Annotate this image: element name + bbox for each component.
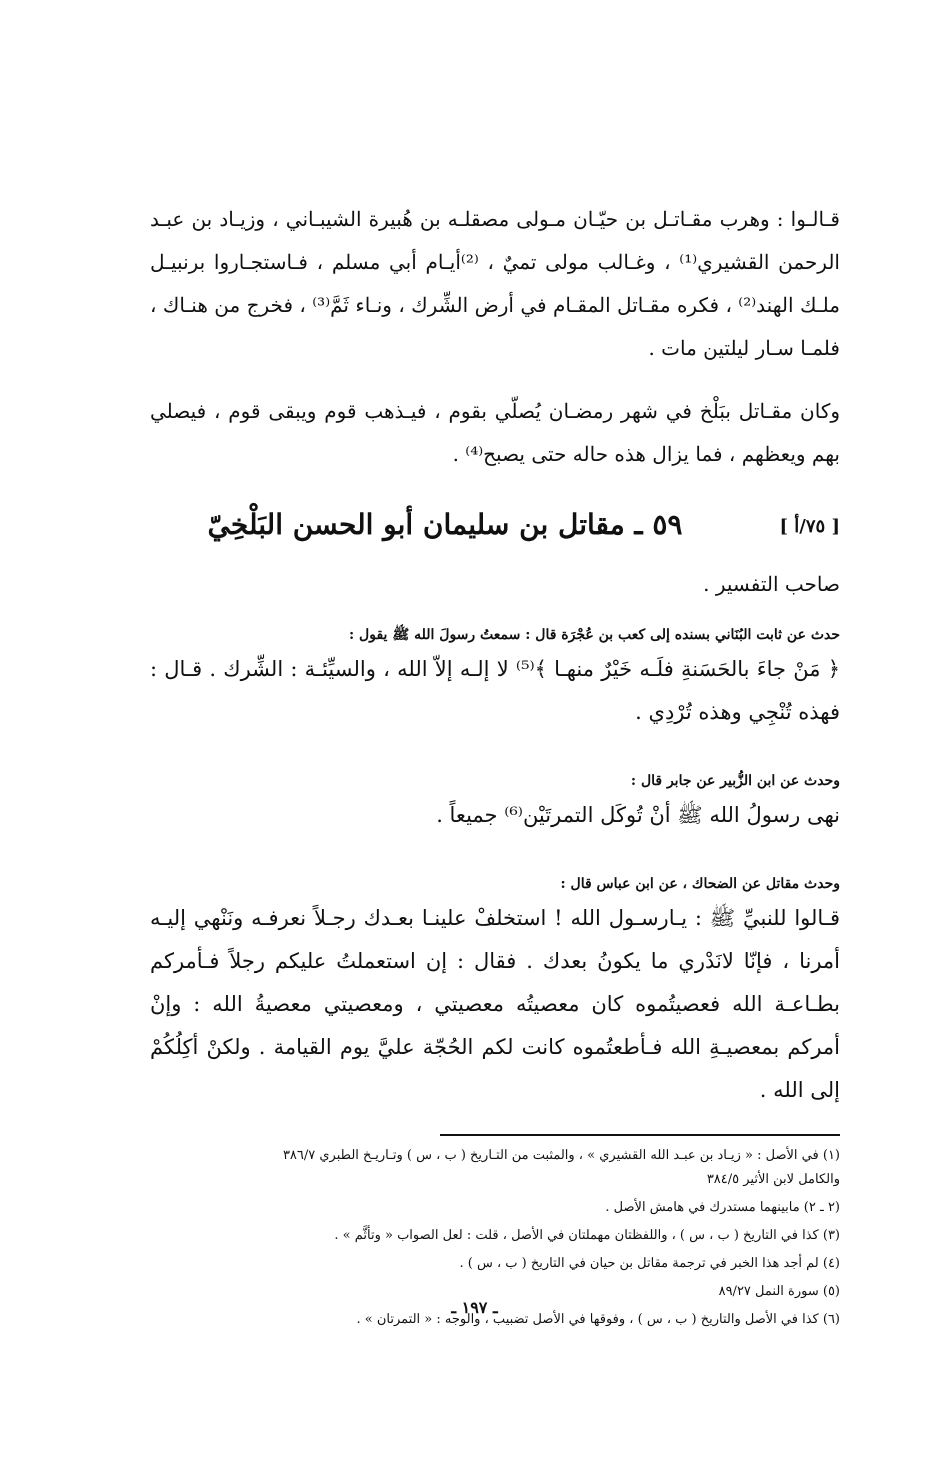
- page-body: [150, 198, 840, 1338]
- page-number: ـ ١٩٧ ـ: [451, 1298, 498, 1317]
- footnote: (٥) سورة النمل ٨٩/٢٧: [718, 1284, 840, 1299]
- footnote-continuation: والكامل لابن الأثير ٣٨٤/٥: [706, 1172, 840, 1187]
- hadith-isnad: وحدث مقاتل عن الضحاك ، عن ابن عباس قال :: [560, 876, 840, 892]
- hadith-text: ﴿ مَنْ جاءَ بالحَسَنةِ فلَـه خَيْرٌ منهـا ﴾⁽⁵⁾ لا إلـه إلاّ الله ، والسيِّئـة : الشِّرك . قـال : فهذه تُنْجِي وهذه تُرْدِي .: [150, 657, 840, 724]
- footnote: (٢ ـ ٢) مابينهما مستدرك في هامش الأصل .: [605, 1200, 840, 1215]
- hadith-isnad: حدث عن ثابت البُنَاني بسنده إلى كعب بن عُجْرَة قال : سمعتُ رسولَ الله ﷺ يقول :: [349, 627, 840, 643]
- entry-heading: [150, 508, 840, 552]
- footnote-separator: [440, 1134, 840, 1136]
- footnote: (٣) كذا في التاريخ ( ب ، س ) ، واللفظتان مهملتان في الأصل ، قلت : لعل الصواب « وتأثَّم » .: [334, 1228, 840, 1243]
- footnote-separator-wrap: [150, 1112, 840, 1136]
- entry-subtitle: صاحب التفسير .: [703, 572, 840, 596]
- hadith-isnad: وحدث عن ابن الزُّبير عن جابر قال :: [630, 773, 840, 789]
- paragraph-narration: قـالـوا : وهرب مقـاتـل بن حيّـان مـولى مصقلـه بن هُبيرة الشيبـاني ، وزيـاد بن عبـد الرحمن القشيري⁽¹⁾ ، وغـالب مولى تميٌ ، ⁽²⁾أيـام أبي مسلم ، فـاستجـاروا برنبيـل ملـك الهند⁽²⁾ ، فكره مقـاتل المقـام في أرض الشِّرك ، ونـاء ثَمَّ⁽³⁾ ، فخرج من هنـاك ، فلمـا سـار ليلتين مات .: [150, 207, 841, 360]
- folio-reference: [ ٧٥/أ ]: [779, 516, 840, 537]
- footnote: (١) في الأصل : « زيـاد بن عبـد الله القشيري » ، والمثبت من التـاريخ ( ب ، س ) وتـاريـخ الطبري ٣٨٦/٧: [282, 1148, 840, 1163]
- footnote: (٦) كذا في الأصل والتاريخ ( ب ، س ) ، وفوقها في الأصل تضبيب ، والوجه : « التمرتان » .: [356, 1312, 840, 1327]
- entry-title: ٥٩ ـ مقاتل بن سليمان أبو الحسن البَلْخِيّ: [207, 508, 683, 541]
- paragraph-ramadan: وكان مقـاتل ببَلْخ في شهر رمضـان يُصلّي بقوم ، فيـذهب قوم ويبقى قوم ، فيصلي بهم ويعظهم ، فما يزال هذه حاله حتى يصبح⁽⁴⁾ .: [150, 399, 840, 466]
- footnote: (٤) لم أجد هذا الخبر في ترجمة مقاتل بن حيان في التاريخ ( ب ، س ) .: [459, 1256, 840, 1271]
- hadith-text: نهى رسولُ الله ﷺ أنْ تُوكَل التمرتَيْن⁽⁶⁾ جميعاً .: [436, 803, 840, 827]
- hadith-text: قـالوا للنبيِّ ﷺ : يـارسـول الله ! استخلفْ علينـا بعـدك رجـلاً نعرفـه ونَنْهي إليـه أمرنا ، فإنّا لانَدْري ما يكونُ بعدك . فقال : إن استعملتُ عليكم رجلاً فـأمركم بطـاعـة الله فعصيتُموه كان معصيتُه معصيتي ، ومعصيتي معصيةُ الله : وإنْ أمركم بمعصيـةِ الله فـأطعتُموه كانت لكم الحُجّة عليَّ يوم القيامة . ولكنْ أكِلُكُمْ إلى الله .: [150, 906, 840, 1102]
